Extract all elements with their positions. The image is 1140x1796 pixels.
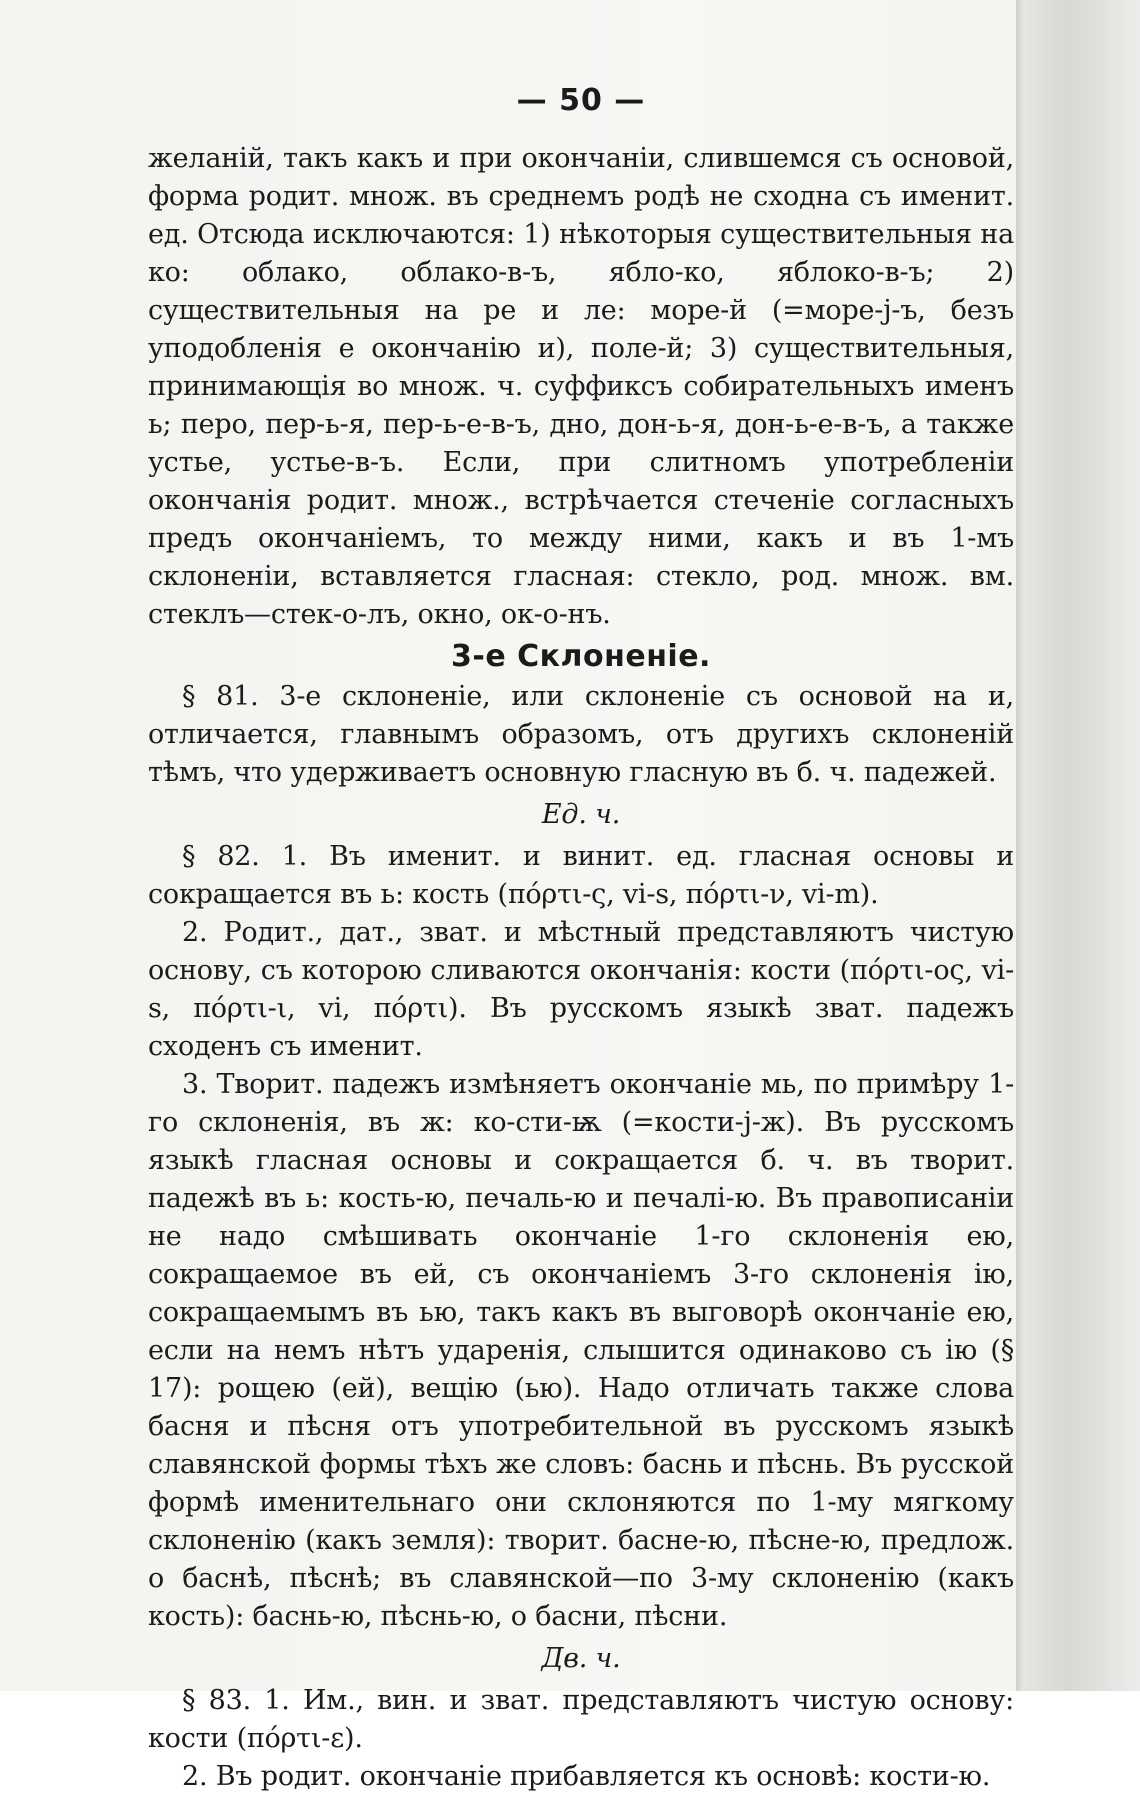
paragraph-83-1: § 83. 1. Им., вин. и зват. представляютъ чистую основу: кости (πόρτι-ε). [148, 1685, 1014, 1754]
section-heading: 3-е Склоненіе. [451, 639, 711, 674]
paragraph-82-3: 3. Творит. падежъ измѣняетъ окончаніе мь, по примѣру 1-го склоненія, въ ж: ко-сти-ѭ (=кости-j-ж). Въ русскомъ языкѣ гласная основы и сокращается б. ч. въ творит. падежѣ въ ь: кость-ю, печаль-ю и печалі-ю. Въ правописаніи не надо смѣшивать окончаніе 1-го склоненія ею, сокращаемое въ ей, съ окончаніемъ 3-го склоненія ію, сокращаемымъ въ ью, такъ какъ въ выговорѣ окончаніе ею, если на немъ нѣтъ ударенія, слышится одинаково съ ію (§ 17): рощею (ей), вещію (ью). Надо отличать также слова басня и пѣсня отъ употребительной въ русскомъ языкѣ славянской формы тѣхъ же словъ: баснь и пѣснь. Въ русской формѣ именительнаго они склоняются по 1-му мягкому склоненію (какъ земля): творит. басне-ю, пѣсне-ю, предлож. о баснѣ, пѣснѣ; въ славянской—по 3-му склоненію (какъ кость): баснь-ю, пѣснь-ю, о басни, пѣсни. [148, 1069, 1014, 1632]
subheading-singular: Ед. ч. [541, 799, 621, 830]
page-edge [1022, 0, 1140, 1691]
paragraph-83-2: 2. Въ родит. окончаніе прибавляется къ основѣ: кости-ю. [182, 1761, 991, 1792]
paragraph-82-1: § 82. 1. Въ именит. и винит. ед. гласная основы и сокращается въ ь: кость (πόρτι-ς, vi-s, πόρτι-ν, vi-m). [148, 841, 1014, 910]
page-number: — 50 — [516, 83, 646, 118]
paragraph-continuation: желаній, такъ какъ и при окончаніи, слившемся съ основой, форма родит. множ. въ среднемъ родѣ не сходна съ именит. ед. Отсюда исключаются: 1) нѣкоторыя существительныя на ко: облако, облако-в-ъ, ябло-ко, яблоко-в-ъ; 2) существительныя на ре и ле: море-й (=море-j-ъ, безъ уподобленія е окончанію и), поле-й; 3) существительныя, принимающія во множ. ч. суффиксъ собирательныхъ именъ ь; перо, пер-ь-я, пер-ь-е-в-ъ, дно, дон-ь-я, дон-ь-е-в-ъ, а также устье, устье-в-ъ. Если, при слитномъ употребленіи окончанія родит. множ., встрѣчается стеченіе согласныхъ предъ окончаніемъ, то между ними, какъ и въ 1-мъ склоненіи, вставляется гласная: стекло, род. множ. вм. стеклъ—стек-о-лъ, окно, ок-о-нъ. [148, 143, 1014, 630]
page-content [148, 82, 1014, 1796]
paragraph-81: § 81. 3-е склоненіе, или склоненіе съ основой на и, отличается, главнымъ образомъ, отъ другихъ склоненій тѣмъ, что удерживаетъ основную гласную въ б. ч. падежей. [148, 681, 1014, 788]
paragraph-82-2: 2. Родит., дат., зват. и мѣстный представляютъ чистую основу, съ которою сливаются окончанія: кости (πόρτι-ος, vi-s, πόρτι-ι, vi, πόρτι). Въ русскомъ языкѣ зват. падежъ сходенъ съ именит. [148, 917, 1014, 1062]
subheading-dual: Дв. ч. [541, 1643, 621, 1674]
